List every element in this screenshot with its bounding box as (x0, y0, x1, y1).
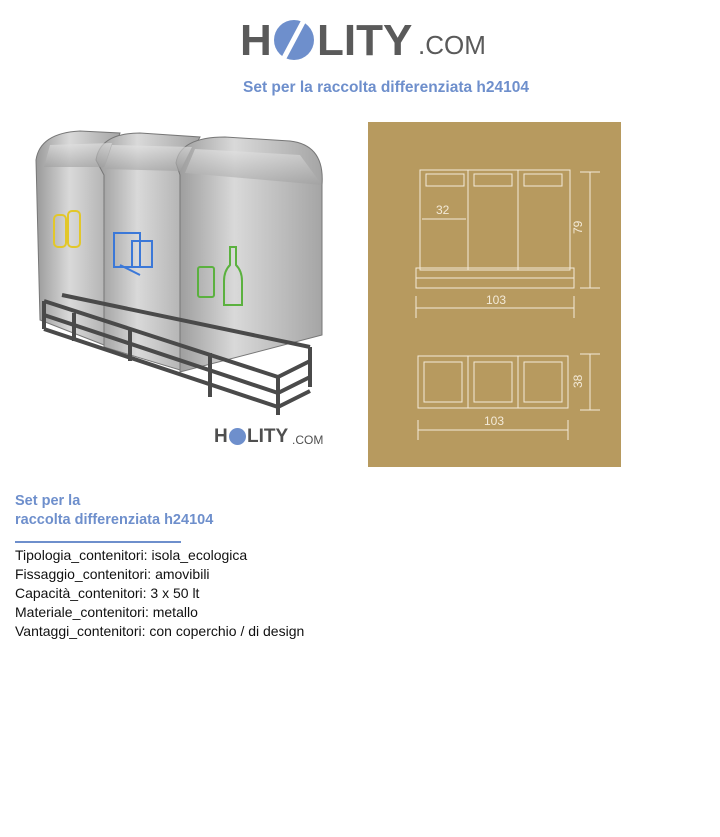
dimension-label-103-top: 103 (484, 414, 505, 428)
logo-letters-lity: LITY (317, 16, 413, 65)
site-logo[interactable] (240, 14, 490, 68)
watermark-h: H (214, 426, 228, 447)
watermark-lity: LITY (247, 426, 289, 447)
watermark-com: .COM (292, 433, 324, 447)
heading-divider (15, 541, 181, 543)
spec-materiale: Materiale_contenitori: metallo (15, 604, 198, 620)
page-subtitle: Set per la raccolta differenziata h24104 (242, 79, 530, 96)
logo-com: .COM (418, 30, 486, 60)
spec-vantaggi: Vantaggi_contenitori: con coperchio / di design (15, 623, 305, 639)
dimension-label-38: 38 (571, 374, 585, 388)
dimension-drawing (368, 122, 621, 467)
watermark-circle-icon (229, 428, 246, 445)
spec-fissaggio: Fissaggio_contenitori: amovibili (15, 566, 210, 582)
spec-capacita: Capacità_contenitori: 3 x 50 lt (15, 585, 200, 601)
product-heading-line2: raccolta differenziata h24104 (15, 512, 214, 528)
recycling-bins-illustration (0, 115, 340, 477)
product-image (0, 115, 340, 477)
product-heading-line1: Set per la (15, 493, 81, 509)
spec-tipologia: Tipologia_contenitori: isola_ecologica (15, 547, 248, 563)
logo-circle-icon (274, 20, 314, 60)
technical-drawing (368, 122, 621, 467)
dimension-label-103-front: 103 (486, 293, 507, 307)
product-heading (15, 492, 213, 530)
dimension-label-79: 79 (571, 220, 585, 234)
logo-letter-h: H (240, 16, 272, 65)
dimension-label-32: 32 (436, 203, 450, 217)
product-specs (15, 546, 304, 641)
image-watermark-logo (214, 424, 334, 450)
